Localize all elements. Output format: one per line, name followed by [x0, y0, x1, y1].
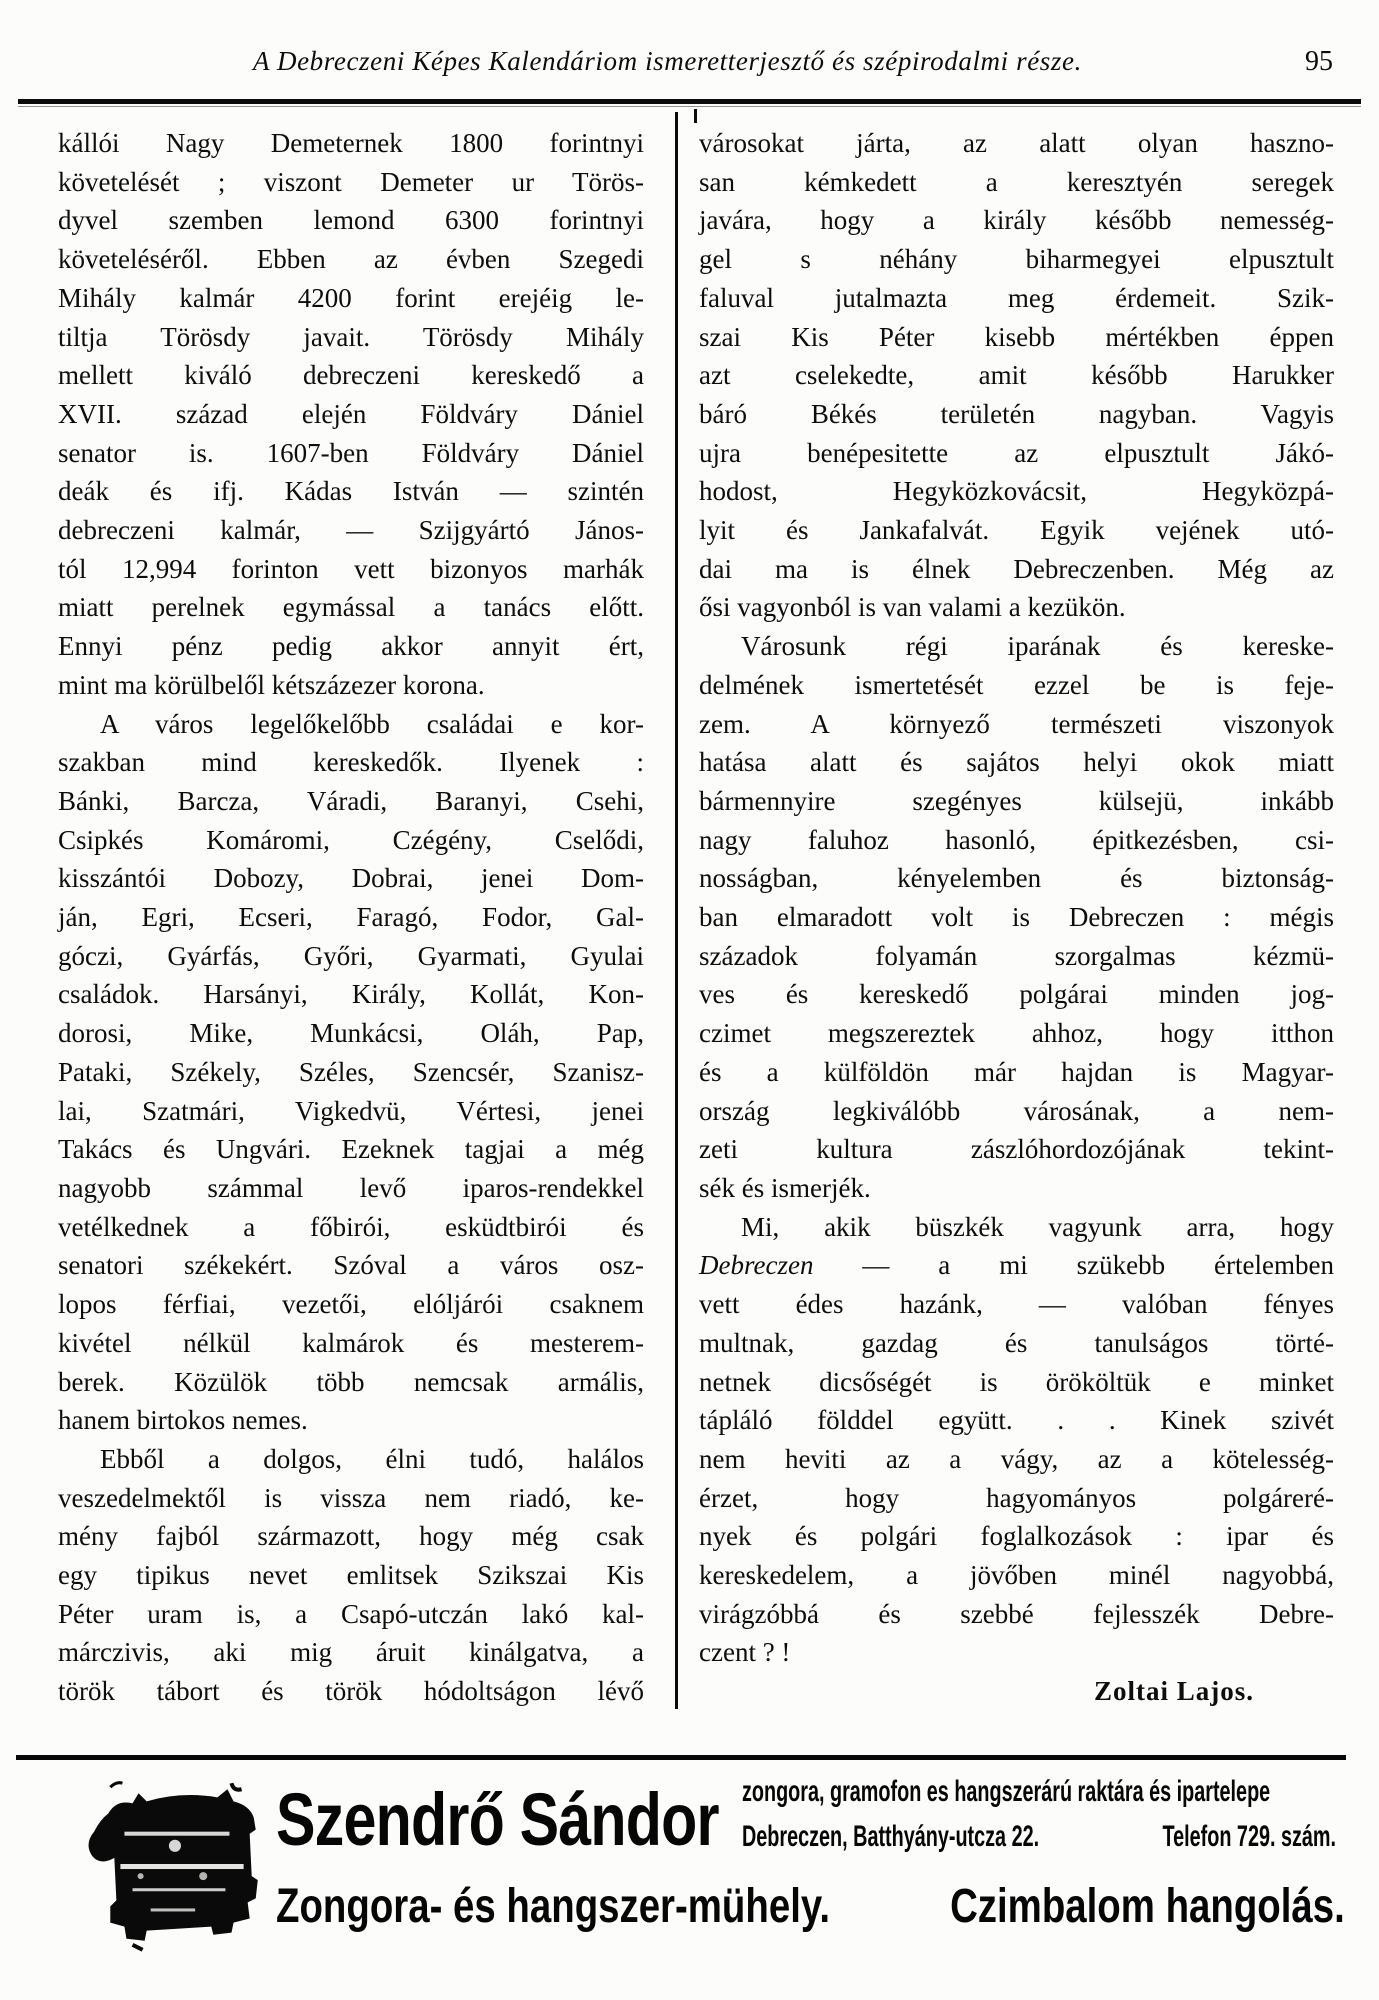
- text-line: hatása alatt és sajátos helyi okok miatt: [699, 747, 1334, 778]
- ad-tuning-label: Czimbalom hangolás.: [950, 1880, 1345, 1933]
- text-line: hodost, Hegyközkovácsit, Hegyközpá-: [699, 476, 1334, 507]
- text-line: nagyobb számmal levő iparos-rendekkel: [58, 1172, 644, 1203]
- text-line: Városunk régi iparának és kereske-: [741, 631, 1334, 662]
- text-line: nem heviti az a vágy, az a kötelesség-: [699, 1443, 1334, 1474]
- text-line: ján, Egri, Ecseri, Faragó, Fodor, Gal-: [58, 902, 644, 933]
- text-line: veszedelmektől is vissza nem riadó, ke-: [58, 1482, 644, 1513]
- page-number: 95: [1305, 46, 1333, 77]
- text-line: szai Kis Péter kisebb mértékben éppen: [699, 321, 1334, 352]
- text-line: ujra benépesitette az elpusztult Jákó-: [699, 437, 1334, 468]
- text-line: senatori székekért. Szóval a város osz-: [58, 1250, 644, 1281]
- text-line: sék és ismerjék.: [699, 1172, 871, 1203]
- text-line: góczi, Gyárfás, Győri, Gyarmati, Gyulai: [58, 940, 644, 971]
- text-line: zeti kultura zászlóhordozójának tekint-: [699, 1134, 1334, 1165]
- text-line: czent ? !: [699, 1637, 791, 1668]
- text-line: családok. Harsányi, Király, Kollát, Kon-: [58, 979, 644, 1010]
- text-line: san kémkedett a keresztyén seregek: [699, 166, 1334, 197]
- text-line: Mihály kalmár 4200 forint erejéig le-: [58, 282, 644, 313]
- text-line: azt cselekedte, amit később Harukker: [699, 360, 1334, 391]
- page-header: [62, 46, 1333, 78]
- text-line: szakban mind kereskedők. Ilyenek :: [58, 747, 644, 778]
- text-line: kivétel nélkül kalmárok és mesterem-: [58, 1327, 644, 1358]
- text-line: zem. A környező természeti viszonyok: [699, 708, 1334, 739]
- text-line: hanem birtokos nemes.: [58, 1405, 308, 1436]
- text-line: tól 12,994 forinton vett bizonyos marhák: [58, 553, 644, 584]
- text-line: dorosi, Mike, Munkácsi, Oláh, Pap,: [58, 1018, 644, 1049]
- author-signature: Zoltai Lajos.: [1093, 1676, 1254, 1707]
- text-line: lyit és Jankafalvát. Egyik vejének utó-: [699, 515, 1334, 546]
- text-line: mény fajból származott, hogy még csak: [58, 1521, 644, 1552]
- running-title: A Debreczeni Képes Kalendáriom ismeretterjesztő és szépirodalmi része.: [253, 46, 1082, 76]
- text-line: ban elmaradott volt is Debreczen : mégis: [699, 902, 1334, 933]
- ad-workshop-label: Zongora- és hangszer-mühely.: [276, 1880, 831, 1933]
- text-line: Mi, akik büszkék vagyunk arra, hogy: [741, 1211, 1334, 1242]
- left-column: [58, 124, 644, 1711]
- text-line: multnak, gazdag és tanulságos törté-: [699, 1327, 1334, 1358]
- text-line: báró Békés területén nagyban. Vagyis: [699, 398, 1334, 429]
- ad-services-line: zongora, gramofon es hangszerárú raktára és ipartelepe: [742, 1775, 1271, 1808]
- text-line: Csipkés Komáromi, Czégény, Cselődi,: [58, 824, 644, 855]
- text-line: XVII. század elején Földváry Dániel: [58, 398, 644, 429]
- header-tick-mark: [694, 109, 697, 123]
- text-line: czimet megszereztek ahhoz, hogy itthon: [699, 1018, 1334, 1049]
- text-line: ország legkiválóbb városának, a nem-: [699, 1095, 1334, 1126]
- text-line: és a külföldön már hajdan is Magyar-: [699, 1056, 1334, 1087]
- text-line: Pataki, Székely, Széles, Szencsér, Szanisz-: [58, 1056, 644, 1087]
- text-line: dai ma is élnek Debreczenben. Még az: [699, 553, 1334, 584]
- text-line: miatt perelnek egymással a tanács előtt.: [58, 592, 644, 623]
- text-line: városokat járta, az alatt olyan haszno-: [699, 128, 1334, 158]
- header-rule-shadow: [18, 106, 1361, 107]
- text-line: nosságban, kényelemben és biztonság-: [699, 863, 1334, 894]
- advertisement: [0, 1747, 1379, 2000]
- column-divider: [675, 112, 678, 1709]
- piano-engraving-illustration: [80, 1775, 282, 1955]
- text-line: mellett kiváló debreczeni kereskedő a: [58, 360, 644, 391]
- text-line: kisszántói Dobozy, Dobrai, jenei Dom-: [58, 863, 644, 894]
- text-line: Debreczen — a mi szükebb értelemben: [699, 1250, 1334, 1281]
- text-line: mint ma körülbelől kétszázezer korona.: [58, 669, 485, 700]
- right-column-text: [699, 124, 1334, 1672]
- ad-bottom-line: [276, 1881, 1345, 1934]
- text-line: dyvel szemben lemond 6300 forintnyi: [58, 205, 644, 236]
- ad-phone: Telefon 729. szám.: [1162, 1820, 1336, 1853]
- text-line: vetélkednek a főbirói, esküdtbirói és: [58, 1211, 644, 1242]
- text-line: senator is. 1607-ben Földváry Dániel: [58, 437, 644, 468]
- text-line: bármennyire szegényes külsejü, inkább: [699, 785, 1334, 816]
- text-line: lopos férfiai, vezetői, elóljárói csaknem: [58, 1289, 644, 1320]
- text-line: lai, Szatmári, Vigkedvü, Vértesi, jenei: [58, 1095, 644, 1126]
- text-line: követelését ; viszont Demeter ur Törös-: [58, 166, 644, 197]
- text-line: Ennyi pénz pedig akkor annyit ért,: [58, 631, 644, 662]
- text-line: egy tipikus nevet emlitsek Szikszai Kis: [58, 1560, 644, 1591]
- header-rule: [18, 99, 1361, 104]
- text-line: tápláló földdel együtt. . . Kinek szivét: [699, 1405, 1334, 1436]
- text-line: márczivis, aki mig áruit kinálgatva, a: [58, 1637, 644, 1668]
- text-line: delmének ismertetését ezzel be is feje-: [699, 669, 1334, 700]
- text-line: kállói Nagy Demeternek 1800 forintnyi: [58, 128, 644, 158]
- ad-details: [742, 1775, 1336, 1854]
- ad-proprietor-name: Szendrő Sándor: [276, 1778, 719, 1861]
- right-column: [699, 124, 1334, 1711]
- text-line: virágzóbbá és szebbé fejlesszék Debre-: [699, 1598, 1334, 1629]
- text-line: A város legelőkelőbb családai e kor-: [100, 708, 644, 739]
- text-line: faluval jutalmazta meg érdemeit. Szik-: [699, 282, 1334, 313]
- text-line: Takács és Ungvári. Ezeknek tagjai a még: [58, 1134, 644, 1165]
- text-line: berek. Közülök több nemcsak armális,: [58, 1366, 644, 1397]
- text-line: Ebből a dolgos, élni tudó, halálos: [100, 1443, 644, 1474]
- text-line: ves és kereskedő polgárai minden jog-: [699, 979, 1334, 1010]
- text-line: netnek dicsőségét is örököltük e minket: [699, 1366, 1334, 1397]
- text-line: kereskedelem, a jövőben minél nagyobbá,: [699, 1560, 1334, 1591]
- text-line: érzet, hogy hagyományos polgáreré-: [699, 1482, 1334, 1513]
- text-line: vett édes hazánk, — valóban fényes: [699, 1289, 1334, 1320]
- text-line: debreczeni kalmár, — Szijgyártó János-: [58, 515, 644, 546]
- ad-address: Debreczen, Batthyány-utcza 22.: [742, 1820, 1040, 1853]
- text-line: nyek és polgári foglalkozások : ipar és: [699, 1521, 1334, 1552]
- text-line: török tábort és török hódoltságon lévő: [58, 1676, 644, 1707]
- text-line: ősi vagyonból is van valami a kezükön.: [699, 592, 1126, 623]
- text-line: követeléséről. Ebben az évben Szegedi: [58, 244, 644, 275]
- text-line: századok folyamán szorgalmas kézmü-: [699, 940, 1334, 971]
- text-line: tiltja Törösdy javait. Törösdy Mihály: [58, 321, 644, 352]
- text-line: javára, hogy a király később nemesség-: [699, 205, 1334, 236]
- text-line: deák és ifj. Kádas István — szintén: [58, 476, 644, 507]
- text-line: nagy faluhoz hasonló, épitkezésben, csi-: [699, 824, 1334, 855]
- text-line: Bánki, Barcza, Váradi, Baranyi, Csehi,: [58, 785, 644, 816]
- advertisement-rule: [16, 1755, 1346, 1760]
- text-line: Péter uram is, a Csapó-utczán lakó kal-: [58, 1598, 644, 1629]
- ad-address-line: [742, 1820, 1336, 1854]
- text-line: gel s néhány biharmegyei elpusztult: [699, 244, 1334, 275]
